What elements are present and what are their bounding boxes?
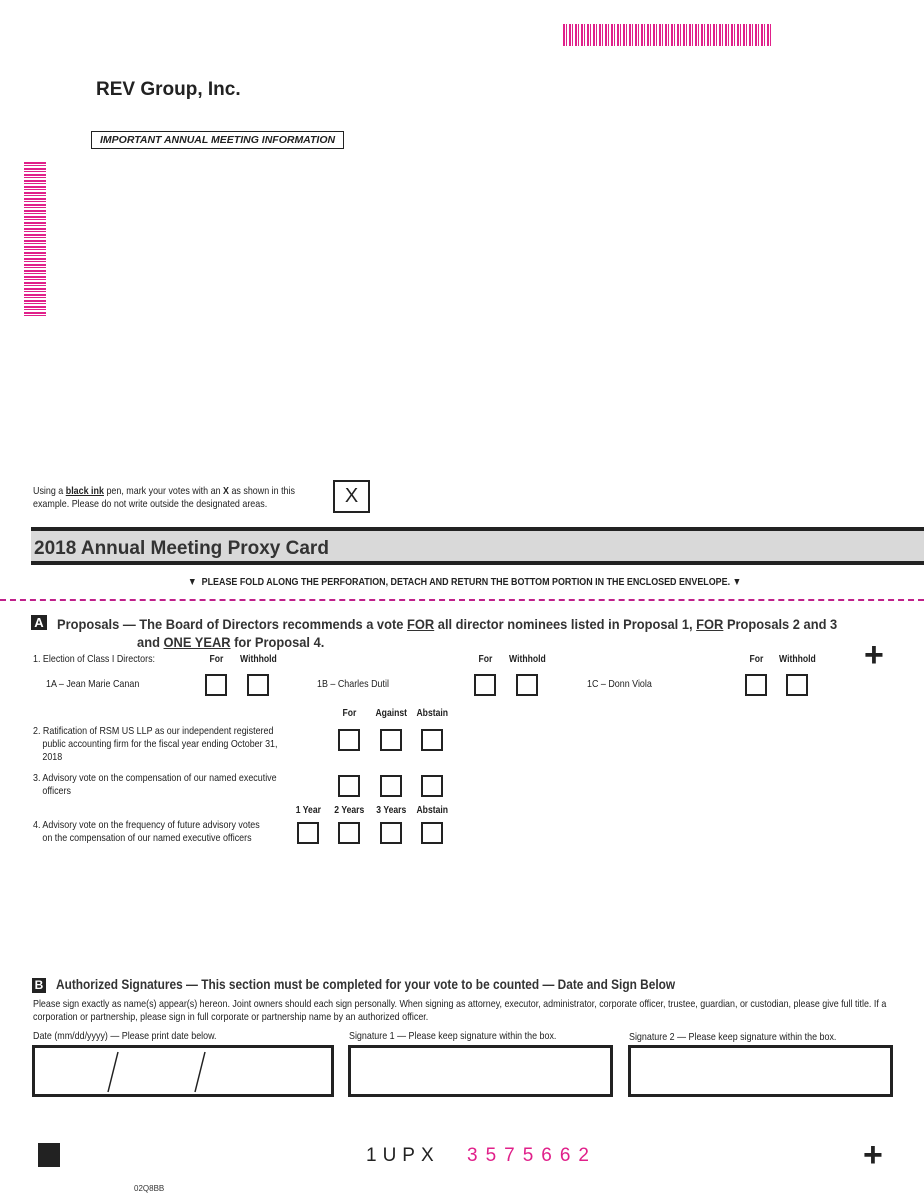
checkbox-1a-for[interactable] [205,674,227,696]
col-for: For [478,653,492,665]
col-withhold: Withhold [509,653,546,665]
date-input-box[interactable] [32,1045,334,1097]
checkbox-4-abstain[interactable] [421,822,443,844]
checkbox-3-for[interactable] [338,775,360,797]
checkbox-4-2-years[interactable] [338,822,360,844]
instructions: Using a black ink pen, mark your votes with an X as shown in this example. Please do not write outside the designated areas. [33,485,295,510]
col-withhold: Withhold [779,653,816,665]
checkbox-4-3-years[interactable] [380,822,402,844]
section-a-heading: Proposals — The Board of Directors recommends a vote FOR all director nominees listed in Proposal 1, FOR Proposals 2 and 3 and ONE YEAR for Proposal 4. [57,616,838,650]
control-number: 3575662 [467,1145,597,1166]
date-separators [35,1048,331,1094]
company-name: REV Group, Inc. [96,79,241,100]
fold-notice: ▼ PLEASE FOLD ALONG THE PERFORATION, DETACH AND RETURN THE BOTTOM PORTION IN THE ENCLOSED ENVELOPE. ▼ [188,576,742,588]
checkbox-1a-withhold[interactable] [247,674,269,696]
col-for: For [342,707,356,719]
proposal-4-label: 4. Advisory vote on the frequency of future advisory votes on the compensation of our named executive officers [33,819,260,844]
col-abstain: Abstain [416,707,448,719]
checkbox-2-against[interactable] [380,729,402,751]
example-mark-box: X [333,480,370,513]
registration-square [38,1143,60,1167]
perforation-line [0,599,924,601]
signature-2-label: Signature 2 — Please keep signature within the box. [629,1031,837,1043]
checkbox-4-1-year[interactable] [297,822,319,844]
section-b-badge: B [32,978,46,993]
form-id: 02Q8BB [134,1184,165,1193]
signature-1-label: Signature 1 — Please keep signature within the box. [349,1030,557,1042]
checkbox-1b-withhold[interactable] [516,674,538,696]
col-1-year: 1 Year [295,804,321,816]
col-for: For [209,653,223,665]
signature-2-box[interactable] [628,1045,893,1097]
notice-box: IMPORTANT ANNUAL MEETING INFORMATION [91,131,344,149]
checkbox-1b-for[interactable] [474,674,496,696]
col-2-years: 2 Years [333,804,365,816]
section-b-heading: Authorized Signatures — This section must be completed for your vote to be counted — Date and Sign Below [56,977,676,992]
side-barcode [24,162,46,318]
nominee-1a: 1A – Jean Marie Canan [46,678,140,690]
col-3-years: 3 Years [375,804,407,816]
signing-instructions: Please sign exactly as name(s) appear(s) hereon. Joint owners should each sign personally. When signing as attorney, executor, administrator, corporate officer, trustee, guardian, or custodian, please give full title. If a corporation or partnership, please sign in full corporate or partnership name by an authorized officer. [33,998,887,1023]
registration-plus-icon: + [863,1136,883,1174]
col-abstain: Abstain [416,804,448,816]
checkbox-1c-withhold[interactable] [786,674,808,696]
checkbox-3-against[interactable] [380,775,402,797]
date-label: Date (mm/dd/yyyy) — Please print date below. [33,1030,217,1042]
checkbox-1c-for[interactable] [745,674,767,696]
registration-plus-icon: + [864,636,884,674]
section-a-badge: A [31,615,47,630]
col-for: For [749,653,763,665]
proposal-3-label: 3. Advisory vote on the compensation of our named executive officers [33,772,277,797]
proposal-2-label: 2. Ratification of RSM US LLP as our independent registered public accounting firm for the fiscal year ending October 31, 2018 [33,725,278,763]
checkbox-3-abstain[interactable] [421,775,443,797]
col-against: Against [375,707,407,719]
page-title: 2018 Annual Meeting Proxy Card [34,538,329,559]
checkbox-2-abstain[interactable] [421,729,443,751]
col-withhold: Withhold [240,653,277,665]
top-barcode [563,24,773,46]
checkbox-2-for[interactable] [338,729,360,751]
proposal-1-label: 1. Election of Class I Directors: [33,653,156,665]
form-code: 1UPX [366,1145,440,1166]
signature-1-box[interactable] [348,1045,613,1097]
nominee-1b: 1B – Charles Dutil [317,678,389,690]
title-band [31,527,924,565]
nominee-1c: 1C – Donn Viola [587,678,652,690]
